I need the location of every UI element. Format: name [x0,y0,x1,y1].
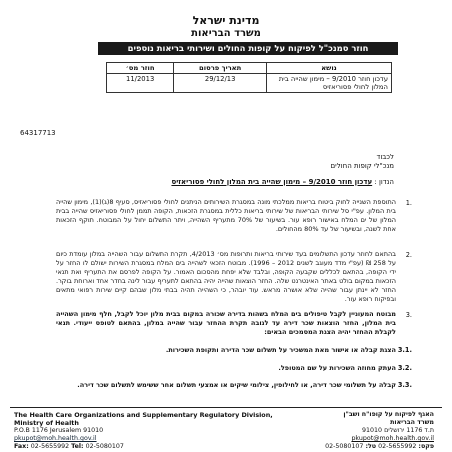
footer-he-tel-label: טל: [365,443,377,450]
paragraph-2: בהתאם לחוזר עדכון התשלומים בעד שירותי בריאות ותרופות מס׳ 4/2013, תקרת התשלום עבור השהייה במלון עומדת כיום על 258 ₪ (עפ"י מדד מעוגב לשנים 2012 – 1996). מבוטח הזכאי לשהייה בים המלח במסגרת השירות ישולם לו החזר על ידי הקופה, בהתאם לכללים שקבעה הקופה, ובלבד שלא יפחת מהסכום האמור. על הקופה לפרסם את התעריף ואת תנאי הזכאות במקום בולט באתר האינטרנט שלה. החזר הוצאות שהייה יהיה בהתאם לתעריף עבור לינה בחדר אחד וארוחת בוקר. החזר לא יינתן עבור שהייה שלא אושרה מראש. עוד יובהר, כי השהייה תהיה בבתי מלון שבהם קיים שירות רפואי מתאים ובפיקוח רופא עור. [56,250,396,303]
circular-banner: חוזר סמנכ"ל לפיקוח על קופות החולים ושירותי בריאות נוספים [98,42,398,55]
addressee-line-1: לכבוד [376,153,394,161]
meta-number: 11/2013 [107,74,174,93]
subject-label: הנדון : [374,178,394,186]
footer-he-title: האגף לפיקוח על קופו"ח ושב"ן [343,411,434,418]
footer-en-email-link[interactable]: pkupot@moh.health.gov.il [14,435,97,442]
ministry-name: משרד הבריאות [191,28,261,39]
item-3: קבלה על תשלומי שכר דירה, או לחילופין, צילומי שיקים או אמצעי תשלום אחר ששימש לתשלום שכר דירה. [77,381,396,389]
subject-line [171,178,394,186]
paragraph-1-number: 1. [405,199,412,207]
paragraph-2-number: 2. [405,251,412,259]
footer-he-tel: 02-5080107 [325,443,364,450]
addressee [331,153,394,171]
footer-english [14,411,273,451]
footer-he-contact [325,443,434,451]
footer-en-address: P.O.B 1176 Jerusalem 91010 [14,427,104,434]
footer-en-contact [14,443,273,451]
meta-header-number: חוזר מס׳ [107,63,174,74]
subject-text: עדכון חוזר 9/2010 – מימון שהייה בית המלון לחולי פסוריאזיס [171,178,373,186]
letterhead [0,14,452,40]
state-name: מדינת ישראל [192,14,260,27]
meta-subject: עדכון חוזר 9/2010 – מימון שהייה בית המלון לחולי פסוריאזיס [267,74,392,93]
meta-header-subject: נושא [267,63,392,74]
addressee-line-2: מנכ"לי קופות החולים [330,162,394,170]
footer-en-fax-label: Fax: [14,443,29,450]
paragraph-1: התוספת השנייה לחוק ביטוח בריאות ממלכתי מונה במסגרת השירותים הניתנים לחולי פסוריאזיס, סעיף 8(ג)(1), מימון שהייה בית המלון. עפ"י סל שירותי הבריאות של שירותי בריאות כללית במסגרת הזכאות, הקופה תממן לחולי פסוריאזיס שהייה בבית המלון של ים המלח באישור רופא עור. בשיעור של 70% מתעריף השהייה, ויתר התשלום יחול על המבוטח. תוקף הזכאות אחת לשנה, ובשיעור של עד 80% מהחולים. [56,198,396,233]
footer-he-fax-label: פקס: [418,443,434,450]
meta-header-date: תאריך פרסום [174,63,267,74]
footer-he-fax: 02-5655992 [378,443,417,450]
footer-hebrew [325,411,434,451]
item-2: העתק מחוזה השכירות על שם המטופל. [278,364,396,372]
footer-en-tel: 02-5080107 [85,443,124,450]
document-number: 64317713 [20,129,56,137]
footer-he-address: ת.ד 1176 ירושלים 91010 [362,427,434,434]
item-2-number: 3.2. [397,364,412,372]
circular-meta-table [106,62,392,93]
meta-date: 29/12/13 [174,74,267,93]
footer-en-title-2: Ministry of Health [14,419,79,427]
paragraph-3: מבוטח המעוניין לקבל טיפולים בים המלח בשהות בדירה שכורה במקום בבית מלון יוכל לקבל, חלף מימון השהייה בית המלון, החזר הוצאות שכר דירה עד לגובה תקרת ההחזר עבור שהייה במלון, בהתאם לטופס ייעודי. תנאי לקבלת ההחזר יהיה הצגת המסמכים הבאים: [56,310,396,336]
item-3-number: 3.3. [397,381,412,389]
footer-en-tel-label: Tel: [71,443,84,450]
footer-en-title: The Health Care Organizations and Supplementary Regulatory Division, [14,411,273,419]
footer-en-fax: 02-5655992 [30,443,70,450]
footer-divider [10,407,442,408]
footer-he-email-link[interactable]: pkupot@moh.health.gov.il [351,435,434,442]
item-1: הצגת קבלה או אישור מאת המשכיר על תשלום שכר הדירה ותקופת השכירות. [165,346,396,354]
paragraph-3-number: 3. [405,311,412,319]
item-1-number: 3.1. [397,346,412,354]
footer-he-title-2: משרד הבריאות [390,419,434,426]
